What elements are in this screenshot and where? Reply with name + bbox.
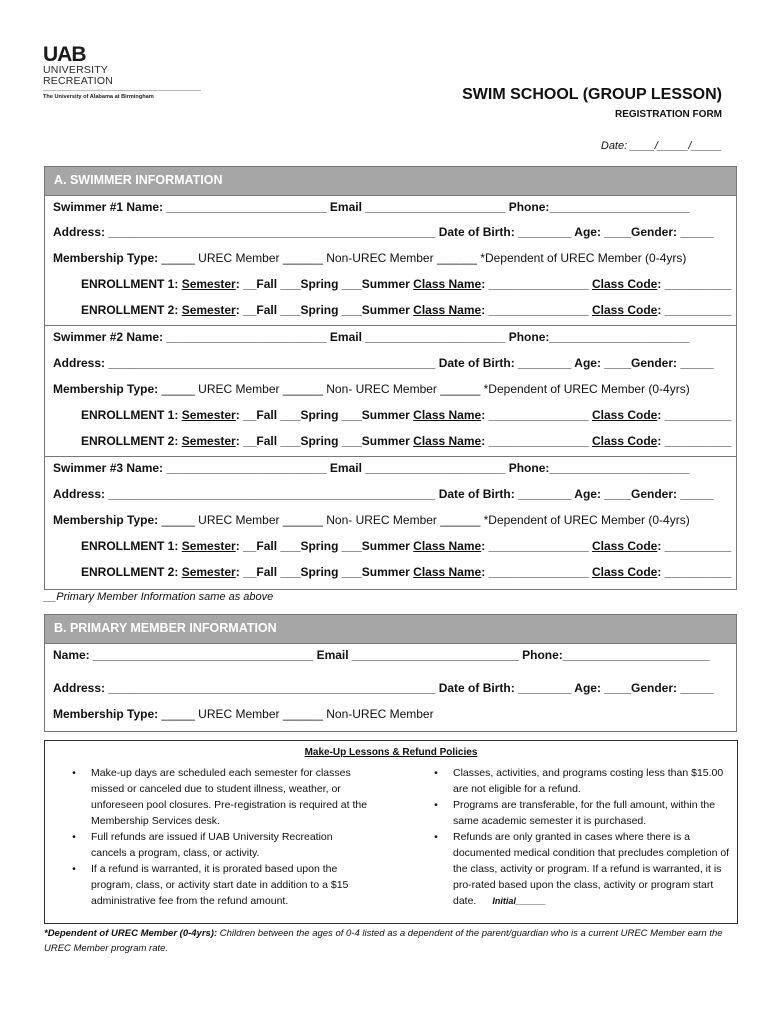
logo-line-university: UNIVERSITY (43, 64, 109, 76)
bullet-icon: • (434, 767, 438, 779)
enrollment-label: ENROLLMENT 2: (81, 303, 179, 317)
class-name-label: Class Name (413, 434, 482, 448)
semester-options: : __Fall ___Spring ___Summer (235, 277, 410, 291)
policy-item (69, 861, 369, 909)
semester-options: : __Fall ___Spring ___Summer (235, 539, 410, 553)
logo-subtitle: The University of Alabama at Birmingham (43, 94, 154, 100)
class-name-label: Class Name (413, 303, 482, 317)
bullet-icon: • (434, 831, 438, 843)
class-name-label: Class Name (413, 277, 482, 291)
refund-policy-box (44, 740, 738, 924)
policy-text: Programs are transferable, for the full amount, within the same academic semester it is purchased. (453, 799, 716, 827)
swimmer-information-section (44, 166, 737, 590)
class-name-label: Class Name (413, 408, 482, 422)
swimmer-2-name-row[interactable]: Swimmer #2 Name: ________________________ Email _____________________ Phone:_____________________ (53, 330, 690, 344)
membership-options: _____ UREC Member ______ Non-UREC Member (158, 707, 434, 721)
section-a-heading: A. SWIMMER INFORMATION (45, 167, 736, 196)
bullet-icon: • (434, 799, 438, 811)
swimmer-3-enrollment-1[interactable] (81, 539, 731, 553)
date-blank: ____/_____/_____ (627, 140, 722, 152)
class-name-blank: : _______________ (481, 408, 589, 422)
semester-label: Semester (181, 434, 236, 448)
swimmer-2-membership-row[interactable] (53, 382, 690, 396)
class-code-blank: : __________ (657, 303, 732, 317)
class-code-label: Class Code (591, 303, 658, 317)
class-code-blank: : __________ (657, 565, 732, 579)
membership-options: _____ UREC Member ______ Non- UREC Member ______ *Dependent of UREC Member (0-4yrs) (158, 382, 690, 396)
form-subtitle: REGISTRATION FORM (614, 109, 722, 120)
swimmer-divider (45, 456, 736, 457)
class-code-label: Class Code (591, 434, 658, 448)
policy-text: If a refund is warranted, it is prorated based upon the program, class, or activity start date in addition to a $15 administrative fee from the refund amount. (91, 863, 349, 907)
policy-text: Refunds are only granted in cases where there is a documented medical condition that precludes completion of the class, activity or program. If a refund is warranted, it is pro-rated based upon the class, activity or program start date. (453, 831, 730, 907)
policy-left-column (69, 765, 369, 909)
footnote-label: *Dependent of UREC Member (0-4yrs): (44, 928, 218, 939)
swimmer-divider (45, 325, 736, 326)
semester-options: : __Fall ___Spring ___Summer (235, 434, 410, 448)
class-name-blank: : _______________ (481, 303, 589, 317)
date-label: Date: (600, 140, 628, 152)
bullet-icon: • (72, 863, 76, 875)
urec-logo (43, 44, 203, 100)
membership-label: Membership Type: (53, 382, 159, 396)
policy-item (431, 829, 731, 909)
membership-options: _____ UREC Member ______ Non-UREC Member ______ *Dependent of UREC Member (0-4yrs) (158, 251, 687, 265)
swimmer-3-membership-row[interactable] (53, 513, 690, 527)
membership-label: Membership Type: (53, 513, 159, 527)
semester-label: Semester (181, 408, 236, 422)
policy-text: Make-up days are scheduled each semester for classes missed or canceled due to student illness, weather, or unforeseen pool closures. Pre-registration is required at the Membership Services desk. (91, 767, 368, 827)
primary-member-section (44, 614, 737, 732)
logo-line-recreation: RECREATION (43, 75, 114, 87)
membership-options: _____ UREC Member ______ Non- UREC Member ______ *Dependent of UREC Member (0-4yrs) (158, 513, 690, 527)
swimmer-3-address-row[interactable]: Address: _________________________________________________ Date of Birth: ________ Age: ____Gender: _____ (53, 487, 714, 501)
primary-address-row[interactable]: Address: _________________________________________________ Date of Birth: ________ Age: ____Gender: _____ (53, 681, 714, 695)
bullet-icon: • (72, 831, 76, 843)
class-code-label: Class Code (591, 408, 658, 422)
section-b-heading: B. PRIMARY MEMBER INFORMATION (45, 615, 736, 644)
class-code-blank: : __________ (657, 277, 732, 291)
class-name-blank: : _______________ (481, 539, 589, 553)
swimmer-1-address-row[interactable]: Address: _________________________________________________ Date of Birth: ________ Age: ____Gender: _____ (53, 225, 714, 239)
policy-text: Classes, activities, and programs costing less than $15.00 are not eligible for a refund. (453, 767, 724, 795)
enrollment-label: ENROLLMENT 1: (81, 539, 179, 553)
semester-options: : __Fall ___Spring ___Summer (235, 565, 410, 579)
swimmer-2-enrollment-2[interactable] (81, 434, 731, 448)
policy-item (69, 829, 369, 861)
initial-field[interactable]: Initial______ (492, 896, 546, 906)
swimmer-1-name-row[interactable]: Swimmer #1 Name: ________________________ Email _____________________ Phone:_____________________ (53, 200, 690, 214)
policy-title: Make-Up Lessons & Refund Policies (304, 747, 478, 758)
semester-options: : __Fall ___Spring ___Summer (235, 303, 410, 317)
class-name-blank: : _______________ (481, 434, 589, 448)
enrollment-label: ENROLLMENT 2: (81, 434, 179, 448)
semester-label: Semester (181, 539, 236, 553)
enrollment-label: ENROLLMENT 2: (81, 565, 179, 579)
enrollment-label: ENROLLMENT 1: (81, 408, 179, 422)
class-code-blank: : __________ (657, 408, 732, 422)
policy-right-column (431, 765, 731, 909)
class-name-label: Class Name (413, 539, 482, 553)
uab-logo-mark: UAB (43, 43, 86, 66)
swimmer-1-enrollment-1[interactable] (81, 277, 731, 291)
class-code-label: Class Code (591, 565, 658, 579)
policy-item (431, 765, 731, 797)
enrollment-label: ENROLLMENT 1: (81, 277, 179, 291)
semester-label: Semester (181, 303, 236, 317)
policy-text: Full refunds are issued if UAB University Recreation cancels a program, class, or activity. (91, 831, 333, 859)
dependent-footnote (44, 927, 734, 956)
policy-item (69, 765, 369, 829)
form-title: SWIM SCHOOL (GROUP LESSON) (462, 86, 722, 103)
membership-label: Membership Type: (53, 251, 159, 265)
class-name-blank: : _______________ (481, 565, 589, 579)
class-code-label: Class Code (591, 277, 658, 291)
swimmer-2-enrollment-1[interactable] (81, 408, 731, 422)
semester-options: : __Fall ___Spring ___Summer (235, 408, 410, 422)
date-field[interactable] (601, 140, 722, 152)
bullet-icon: • (72, 767, 76, 779)
class-code-blank: : __________ (657, 434, 732, 448)
swimmer-3-name-row[interactable]: Swimmer #3 Name: ________________________ Email _____________________ Phone:_____________________ (53, 461, 690, 475)
semester-label: Semester (181, 565, 236, 579)
class-name-blank: : _______________ (481, 277, 589, 291)
swimmer-1-membership-row[interactable] (53, 251, 686, 265)
semester-label: Semester (181, 277, 236, 291)
class-name-label: Class Name (413, 565, 482, 579)
class-code-label: Class Code (591, 539, 658, 553)
primary-name-row[interactable]: Name: _________________________________ Email _________________________ Phone:______________________ (53, 648, 710, 662)
class-code-blank: : __________ (657, 539, 732, 553)
swimmer-2-address-row[interactable]: Address: _________________________________________________ Date of Birth: ________ Age: ____Gender: _____ (53, 356, 714, 370)
footnote-text: Children between the ages of 0-4 listed as a dependent of the parent/guardian who is a current UREC Member earn the UREC Member program rate. (44, 928, 723, 954)
same-as-above-note[interactable]: __Primary Member Information same as above (44, 591, 274, 603)
policy-item (431, 797, 731, 829)
primary-membership-row[interactable] (53, 707, 434, 721)
logo-rule (43, 90, 201, 91)
membership-label: Membership Type: (53, 707, 159, 721)
swimmer-1-enrollment-2[interactable] (81, 303, 731, 317)
swimmer-3-enrollment-2[interactable] (81, 565, 731, 579)
